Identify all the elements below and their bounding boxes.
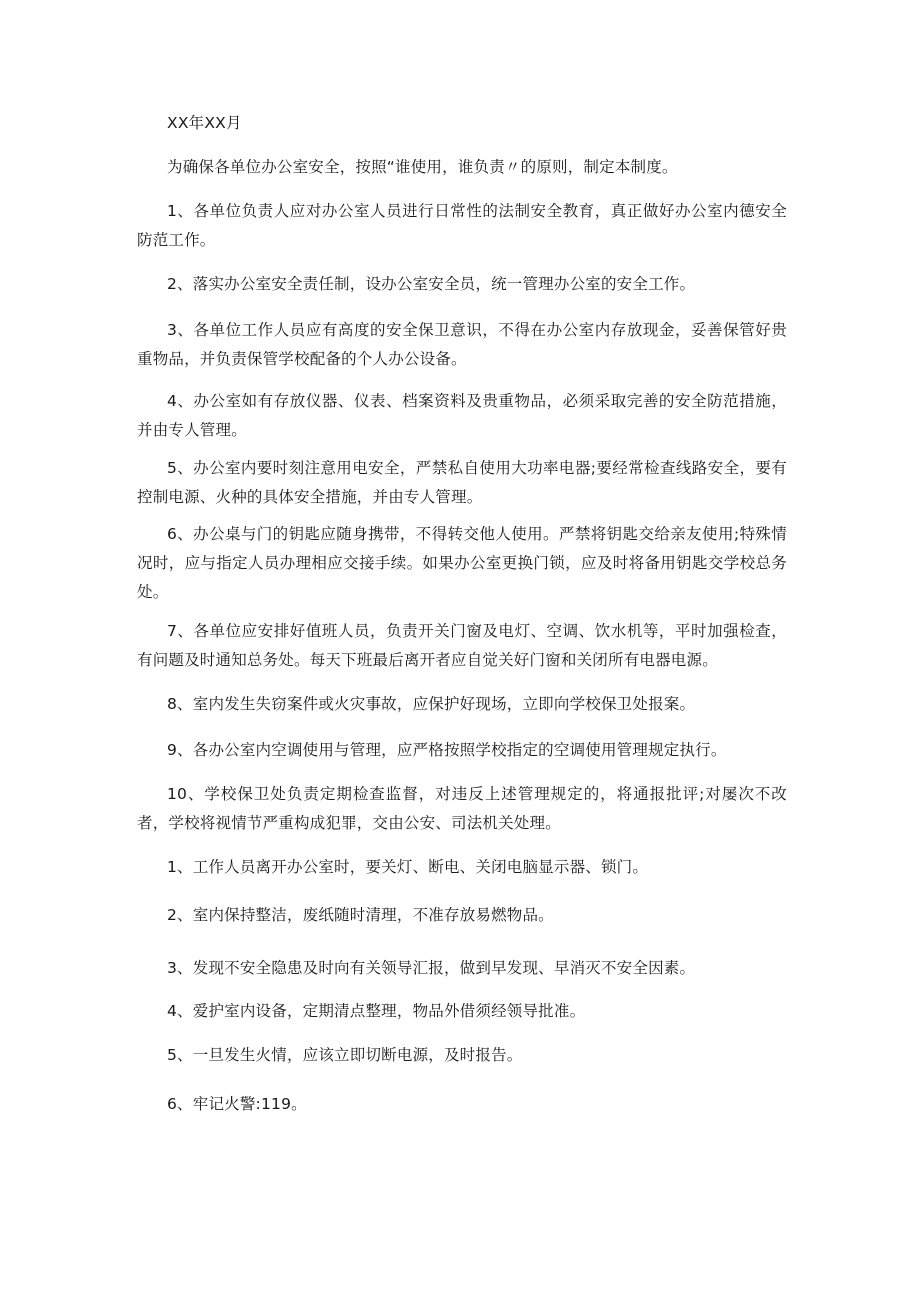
safety-item	[137, 954, 787, 983]
rule-text: 9、各办公室内空调使用与管理，应严格按照学校指定的空调使用管理规定执行。	[167, 741, 727, 759]
rule-item	[137, 454, 787, 512]
safety-text: 2、室内保持整洁，废纸随时清理，不准存放易燃物品。	[167, 906, 554, 924]
rule-text: 1、各单位负责人应对办公室人员进行日常性的法制安全教育，真正做好办公室内德安全防范工作。	[137, 202, 787, 249]
safety-text: 5、一旦发生火情，应该立即切断电源，及时报告。	[167, 1046, 523, 1064]
rule-item	[137, 316, 787, 374]
rule-text: 7、各单位应安排好值班人员，负责开关门窗及电灯、空调、饮水机等，平时加强检查，有问题及时通知总务处。每天下班最后离开者应自觉关好门窗和关闭所有电器电源。	[137, 622, 787, 669]
safety-item	[137, 853, 787, 882]
safety-text: 4、爱护室内设备，定期清点整理，物品外借须经领导批准。	[167, 1002, 586, 1020]
rule-item	[137, 736, 787, 765]
safety-text: 1、工作人员离开办公室时，要关灯、断电、关闭电脑显示器、锁门。	[167, 858, 649, 876]
rule-text: 4、办公室如有存放仪器、仪表、档案资料及贵重物品，必须采取完善的安全防范措施，并由专人管理。	[137, 392, 787, 439]
rule-item	[137, 617, 787, 675]
date-line	[137, 109, 787, 138]
rule-item	[137, 780, 787, 838]
rule-text: 10、学校保卫处负责定期检查监督，对违反上述管理规定的，将通报批评;对屡次不改者，学校将视情节严重构成犯罪，交由公安、司法机关处理。	[137, 785, 787, 832]
safety-item	[137, 1090, 787, 1119]
safety-text: 6、牢记火警:119。	[167, 1095, 307, 1113]
rule-item	[137, 690, 787, 719]
intro-text: 为确保各单位办公室安全，按照“谁使用，谁负责〃的原则，制定本制度。	[167, 158, 678, 176]
date-text: XX年XX月	[167, 114, 242, 132]
safety-text: 3、发现不安全隐患及时向有关领导汇报，做到早发现、早消灭不安全因素。	[167, 959, 696, 977]
rule-item	[137, 197, 787, 255]
rule-item	[137, 270, 787, 299]
safety-item	[137, 997, 787, 1026]
rule-text: 3、各单位工作人员应有高度的安全保卫意识，不得在办公室内存放现金，妥善保管好贵重物品，并负责保管学校配备的个人办公设备。	[137, 321, 787, 368]
rule-text: 2、落实办公室安全责任制，设办公室安全员，统一管理办公室的安全工作。	[167, 275, 696, 293]
rule-item	[137, 387, 787, 445]
rule-text: 5、办公室内要时刻注意用电安全，严禁私自使用大功率电器;要经常检查线路安全，要有控制电源、火种的具体安全措施，并由专人管理。	[137, 459, 787, 506]
rule-text: 6、办公桌与门的钥匙应随身携带，不得转交他人使用。严禁将钥匙交给亲友使用;特殊情况时，应与指定人员办理相应交接手续。如果办公室更换门锁，应及时将备用钥匙交学校总务处。	[137, 525, 787, 601]
intro-paragraph	[137, 153, 787, 182]
safety-item	[137, 901, 787, 930]
rule-item	[137, 520, 787, 607]
safety-item	[137, 1041, 787, 1070]
rule-text: 8、室内发生失窃案件或火灾事故，应保护好现场，立即向学校保卫处报案。	[167, 695, 696, 713]
